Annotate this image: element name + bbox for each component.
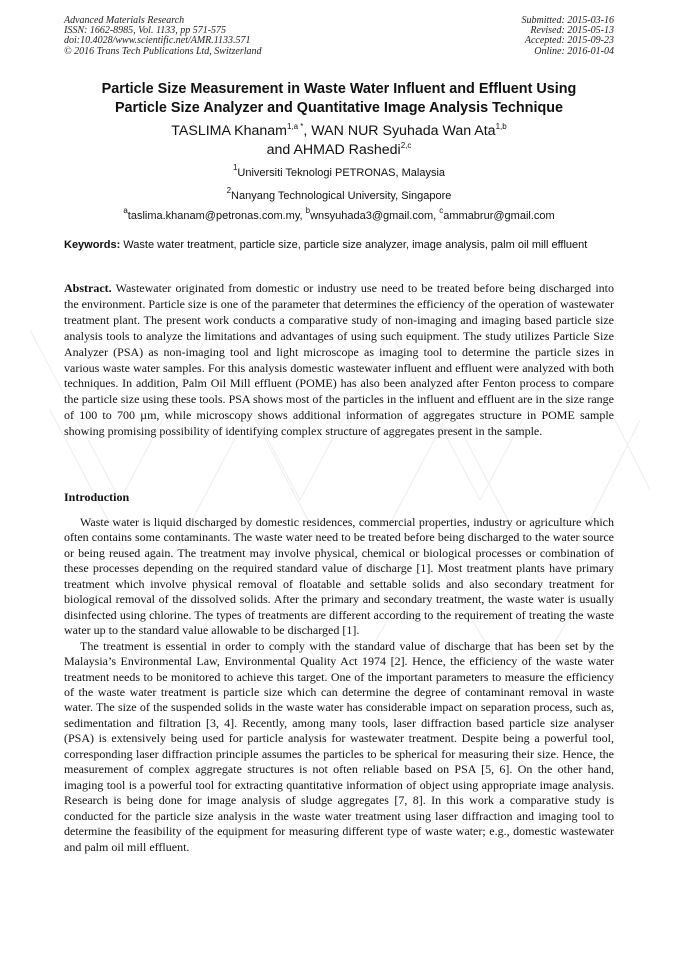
email-b-marker: b — [305, 206, 311, 215]
email-b[interactable]: wnsyuhada3@gmail.com, — [310, 210, 440, 222]
header-right — [522, 16, 615, 57]
affiliation-1 — [40, 163, 638, 180]
affiliation-1-number: 1 — [232, 163, 238, 172]
paper-title — [40, 80, 638, 118]
paragraph: Waste water is liquid discharged by domestic residences, commercial properties, industry or agriculture which often contains some contaminants. The waste water need to be treated before being discharged to the water source or being reused again. The treatment may involve physical, chemical or biological processes or combination of these processes depending on the required standard value of discharge [1]. Most treatment plants have primary treatment which involve physical removal of floatable and settable solids and also secondary treatment for biological removal of the dissolved solids. After the primary and secondary treatment, the waste water is usually disinfected using chlorine. The types of treatments are different according to the requirement of treating the waste water up to the standard value allowable to be discharged [1]. — [64, 515, 614, 638]
paragraph: The treatment is essential in order to comply with the standard value of discharge that has been set by the Malaysia’s Environmental Law, Environmental Quality Act 1974 [2]. Hence, the efficiency of the waste water treatment needs to be monitored to achieve this target. One of the important parameters to measure the efficiency of the waste water treatment is particle size which can determine the degree of contaminant removal in waste water. The size of the suspended solids in the waste water has considerable impact on separation process, such as, sedimentation and filtration [3, 4]. Recently, among many tools, laser diffraction based particle size analyser (PSA) is extensively being used for particle analysis for wastewater treatment. Despite being a powerful tool, corresponding laser diffraction principle assumes the particles to be spherical for measuring their size. Hence, the measurement of complex aggregate structures is not often reliable based on PSA [5, 6]. On the other hand, imaging tool is a powerful tool for extracting quantitative information of object using appropriate image analysis. Research is being done for image analysis of sludge aggregates [7, 8]. In this work a comparative study is conducted for the particle size analysis in the waste water treatment using laser diffraction and imaging tool to determine the feasibility of the equipment for measuring different type of waste water; e.g., domestic wastewater and palm oil mill effluent. — [64, 638, 614, 854]
title-line-1: Particle Size Measurement in Waste Water Influent and Effluent Using — [101, 81, 577, 97]
author-2: , WAN NUR Syuhada Wan Ata — [303, 123, 496, 139]
abstract-text: Wastewater originated from domestic or industry use need to be treated before being discharged into the environment. Particle size is one of the parameter that determines the efficiency of the operation of wastewater treatment plant. The present work conducts a comparative study of non-imaging and imaging based particle size analysis tools to analyze the limitations and advantages of using such equipment. The study utilizes Particle Size Analyzer (PSA) as non-imaging tool and light microscope as imaging tool to determine the particle sizes in various waste water samples. For this analysis domestic wastewater influent and effluent were analyzed with both techniques. In addition, Palm Oil Mill effluent (POME) has also been analyzed after Fenton process to compare the particle size using these tools. PSA shows most of the particles in the influent and effluent are in the size range of 100 to 700 µm, while microscopy shows additional information of aggregates structure in POME sample showing promising possibility of identifying complex structure of aggregates present in the sample. — [64, 281, 614, 439]
author-1-affil: 1,a * — [286, 122, 304, 131]
online-date: Online: 2016-01-04 — [534, 45, 614, 57]
author-3-affil: 2,c — [400, 141, 412, 150]
abstract-label: Abstract. — [64, 281, 112, 295]
author-2-affil: 1,b — [495, 122, 507, 131]
submitted-date: Submitted: 2015-03-16 — [521, 15, 614, 26]
author-list — [40, 122, 638, 160]
accepted-date: Accepted: 2015-09-23 — [524, 35, 614, 47]
issn: ISSN: 1662-8985, Vol. 1133, pp 571-575 — [64, 25, 227, 37]
keywords — [64, 239, 614, 253]
email-list — [40, 206, 638, 223]
affiliation-2-number: 2 — [226, 186, 232, 195]
abstract — [64, 281, 614, 440]
header-left — [64, 16, 262, 57]
copyright: © 2016 Trans Tech Publications Ltd, Switzerland — [64, 45, 262, 57]
email-a-marker: a — [123, 206, 128, 215]
title-line-2: Particle Size Analyzer and Quantitative Image Analysis Technique — [114, 100, 564, 116]
keywords-text: Waste water treatment, particle size, particle size analyzer, image analysis, palm oil mill effluent — [120, 239, 588, 251]
section-heading-introduction: Introduction — [64, 490, 130, 504]
revised-date: Revised: 2015-05-13 — [530, 25, 614, 37]
author-3: and AHMAD Rashedi — [266, 142, 401, 158]
affiliation-2-text: Nanyang Technological University, Singapore — [231, 190, 452, 202]
affiliation-1-text: Universiti Teknologi PETRONAS, Malaysia — [237, 167, 446, 179]
doi: doi:10.4028/www.scientific.net/AMR.1133.571 — [64, 35, 251, 47]
affiliation-2 — [40, 186, 638, 203]
email-c-marker: c — [439, 206, 444, 215]
email-a[interactable]: taslima.khanam@petronas.com.my, — [127, 210, 306, 222]
journal-name: Advanced Materials Research — [64, 15, 185, 26]
email-c[interactable]: ammabrur@gmail.com — [443, 210, 555, 222]
author-1: TASLIMA Khanam — [171, 123, 287, 139]
keywords-label: Keywords: — [64, 239, 121, 251]
introduction-body — [64, 515, 614, 855]
